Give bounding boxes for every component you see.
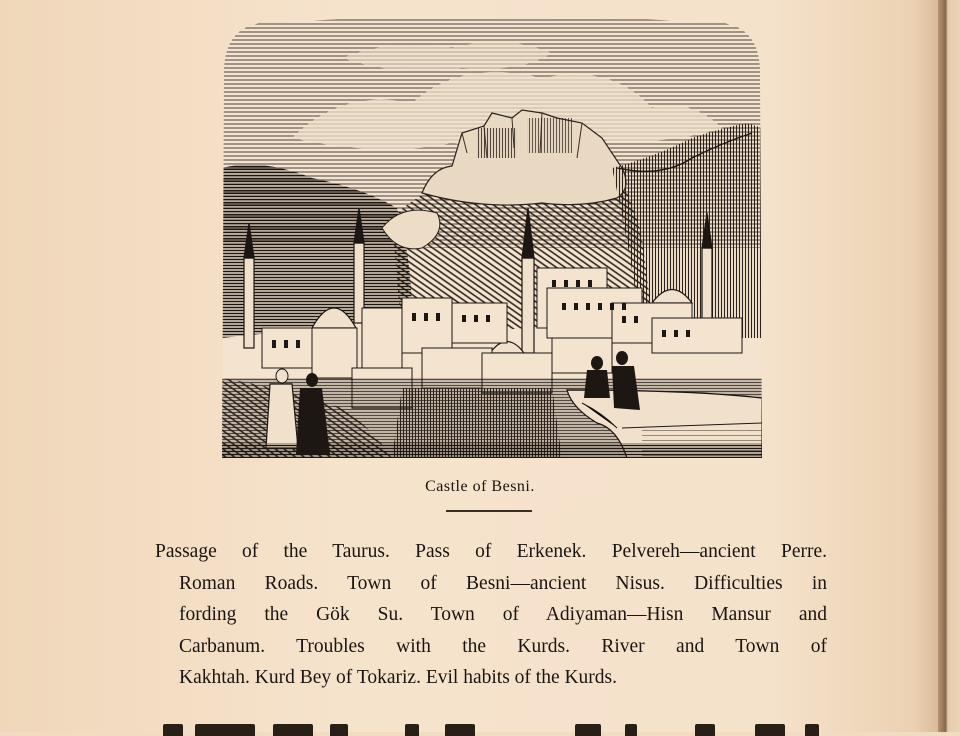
summary-line-1: Passage of the Taurus. Pass of Erkenek. Pelvereh—ancient Perre. xyxy=(155,541,827,562)
summary-line-5: Kakhtah. Kurd Bey of Tokariz. Evil habits of the Kurds. xyxy=(179,667,618,688)
engraving-castle-of-besni xyxy=(222,18,762,460)
page-edge xyxy=(938,0,960,732)
illustration-caption: Castle of Besni. xyxy=(425,478,535,495)
cut-off-text-line xyxy=(155,716,835,736)
summary-line-3: fording the Gök Su. Town of Adiyaman—Hisn Mansur and xyxy=(179,604,827,625)
summary-line-4: Carbanum. Troubles with the Kurds. River and Town of xyxy=(179,635,827,657)
section-divider xyxy=(446,510,532,512)
summary-line-2: Roman Roads. Town of Besni—ancient Nisus. Difficulties in xyxy=(179,572,827,594)
chapter-summary xyxy=(155,536,827,694)
